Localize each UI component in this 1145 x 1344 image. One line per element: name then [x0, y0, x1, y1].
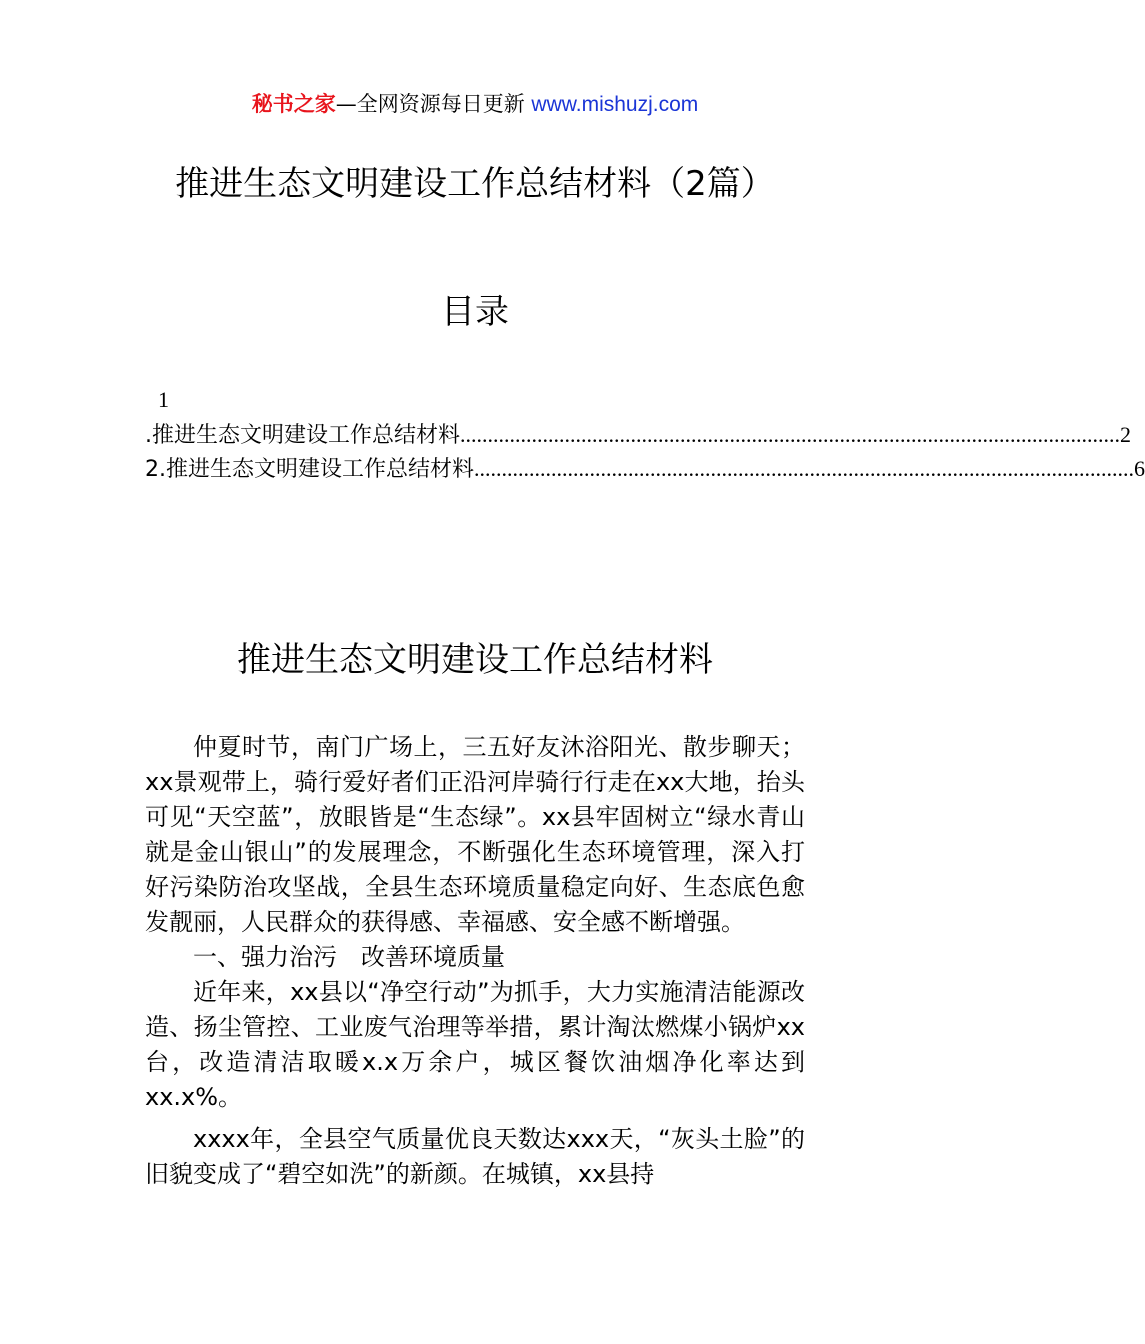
toc-item-1-number: 1	[158, 387, 169, 412]
toc-item-label: 2.推进生态文明建设工作总结材料	[145, 457, 474, 482]
banner-url-link[interactable]: www.mishuzj.com	[531, 93, 699, 116]
toc-leader-dots: ........................................................................................................................	[474, 456, 1134, 481]
article-body	[145, 730, 805, 1192]
banner-slogan: —全网资源每日更新	[335, 92, 525, 116]
paragraph-intro: 仲夏时节，南门广场上，三五好友沐浴阳光、散步聊天；xx景观带上，骑行爱好者们正沿河岸骑行行走在xx大地，抬头可见“天空蓝”，放眼皆是“生态绿”。xx县牢固树立“绿水青山就是金山银山”的发展理念，不断强化生态环境管理，深入打好污染防治攻坚战，全县生态环境质量稳定向好、生态底色愈发靓丽，人民群众的获得感、幸福感、安全感不断增强。	[145, 733, 805, 936]
article-title: 推进生态文明建设工作总结材料	[237, 640, 713, 680]
document-title: 推进生态文明建设工作总结材料（2篇）	[175, 164, 775, 204]
banner-brand: 秘书之家	[251, 92, 336, 116]
site-banner	[0, 89, 950, 120]
toc-item-page: 6	[1134, 456, 1145, 481]
paragraph-air-quality: 近年来，xx县以“净空行动”为抓手，大力实施清洁能源改造、扬尘管控、工业废气治理等举措，累计淘汰燃煤小锅炉xx台，改造清洁取暖x.x万余户，城区餐饮油烟净化率达到xx.x%。	[145, 978, 805, 1111]
toc-item-label: .推进生态文明建设工作总结材料	[145, 423, 460, 448]
toc-leader-dots: ........................................................................................................................	[460, 422, 1120, 447]
toc-item-2[interactable]	[145, 452, 1145, 487]
section-heading-1: 一、强力治污 改善环境质量	[193, 943, 505, 971]
toc-heading: 目录	[441, 292, 509, 332]
toc-item-page: 2	[1120, 422, 1131, 447]
paragraph-results: xxxx年，全县空气质量优良天数达xxx天，“灰头土脸”的旧貌变成了“碧空如洗”的新颜。在城镇，xx县持	[145, 1125, 805, 1188]
toc-item-1[interactable]	[145, 418, 1131, 453]
